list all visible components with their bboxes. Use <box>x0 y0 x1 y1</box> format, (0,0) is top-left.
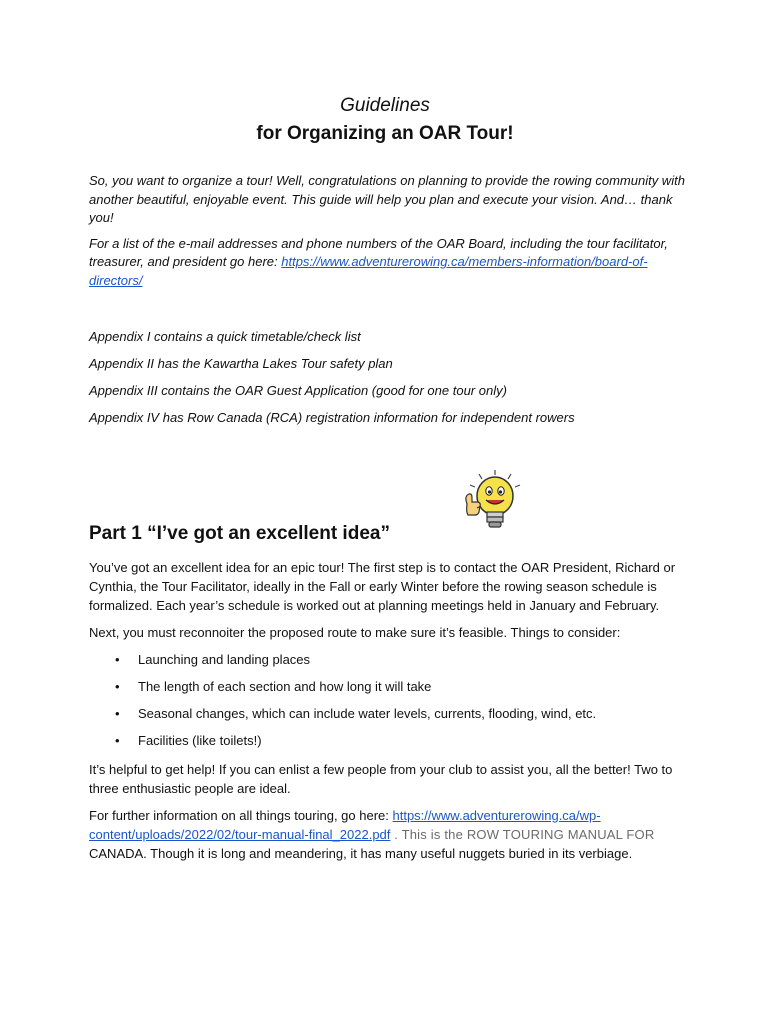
list-item-text: The length of each section and how long it will take <box>138 679 432 694</box>
bullet-icon: • <box>115 733 120 748</box>
appendix-item: Appendix I contains a quick timetable/check list <box>89 329 361 344</box>
part-1-paragraph-3: It’s helpful to get help! If you can enlist a few people from your club to assist you, all the better! Two to three enthusiastic people are ideal. <box>89 762 673 796</box>
list-item <box>89 677 689 704</box>
link-separator: . <box>390 827 402 842</box>
appendix-item: Appendix IV has Row Canada (RCA) registration information for independent rowers <box>89 410 575 425</box>
part-1-body <box>89 558 689 871</box>
manual-title-text: This is the ROW TOURING MANUAL FOR <box>401 827 655 842</box>
board-directors-link[interactable]: https://www.adventurerowing.ca/members-information/board-of-directors/ <box>89 254 648 288</box>
list-item <box>89 704 689 731</box>
part-1-paragraph-1: You’ve got an excellent idea for an epic tour! The first step is to contact the OAR President, Richard or Cynthia, the Tour Facilitator, ideally in the Fall or early Winter before the rowing season schedule is formalized. Each year’s schedule is worked out at planning meetings held in January and February. <box>89 560 676 613</box>
bullet-icon: • <box>115 652 120 667</box>
page-title: Guidelines <box>340 95 430 116</box>
intro-paragraph-2 <box>89 235 689 291</box>
intro-paragraph-1: So, you want to organize a tour! Well, congratulations on planning to provide the rowing community with another beautiful, enjoyable event. This guide will help you plan and execute your vision. And… thank you! <box>89 173 685 225</box>
considerations-list <box>89 650 689 758</box>
lightbulb-thumbs-up-icon <box>455 468 535 538</box>
section-heading-part-1: Part 1 “I’ve got an excellent idea” <box>89 523 390 544</box>
part-1-paragraph-4 <box>89 806 689 863</box>
page-subtitle: for Organizing an OAR Tour! <box>256 123 514 144</box>
part-1-paragraph-4-text: For further information on all things touring, go here: <box>89 808 393 823</box>
part-1-paragraph-2: Next, you must reconnoiter the proposed route to make sure it’s feasible. Things to consider: <box>89 625 621 640</box>
list-item <box>89 731 689 758</box>
list-item-text: Seasonal changes, which can include water levels, currents, flooding, wind, etc. <box>138 706 597 721</box>
bullet-icon: • <box>115 679 120 694</box>
intro-paragraph-2-text: For a list of the e-mail addresses and phone numbers of the OAR Board, including the tour facilitator, treasurer, and president go here: <box>89 235 668 269</box>
part-1-paragraph-4-tail: CANADA. Though it is long and meandering, it has many useful nuggets buried in its verbiage. <box>89 846 633 861</box>
appendix-item: Appendix II has the Kawartha Lakes Tour safety plan <box>89 356 393 371</box>
appendix-item: Appendix III contains the OAR Guest Application (good for one tour only) <box>89 383 507 398</box>
bullet-icon: • <box>115 706 120 721</box>
list-item-text: Facilities (like toilets!) <box>138 733 262 748</box>
intro-section <box>89 172 689 297</box>
appendix-list <box>89 328 689 436</box>
tour-manual-link[interactable]: https://www.adventurerowing.ca/wp-content/uploads/2022/02/tour-manual-final_2022.pdf <box>89 808 601 842</box>
list-item <box>89 650 689 677</box>
list-item-text: Launching and landing places <box>138 652 311 667</box>
